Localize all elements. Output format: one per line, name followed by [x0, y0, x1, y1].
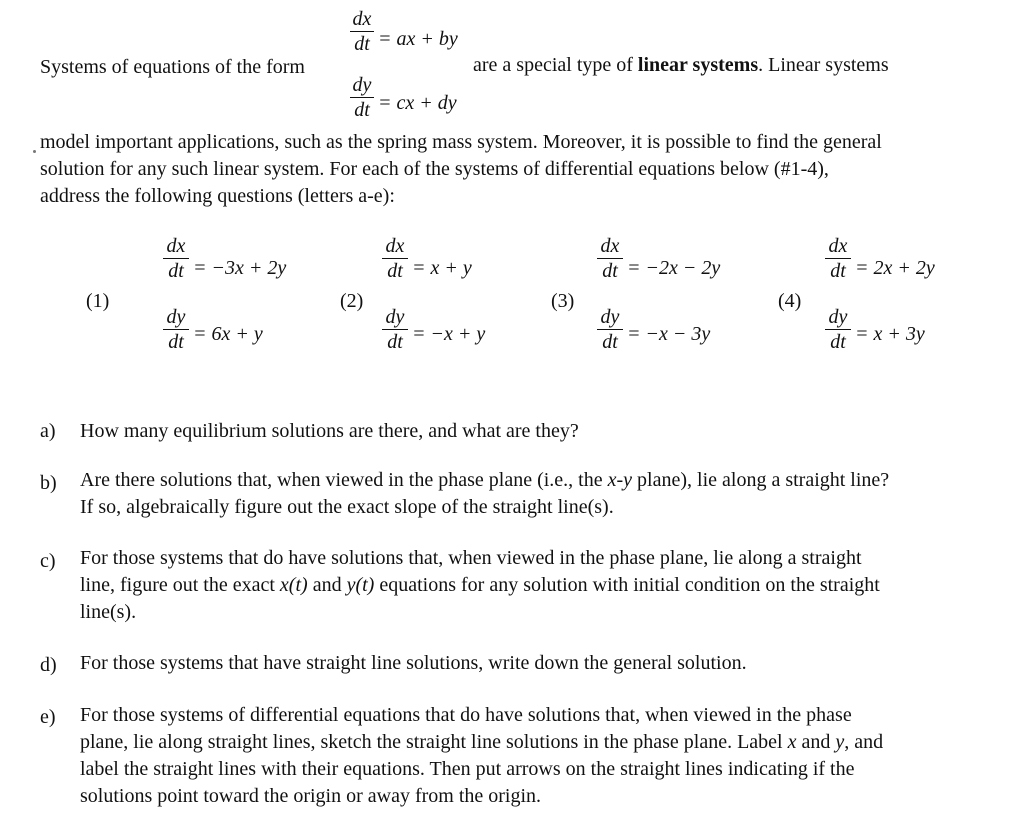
system-3-eq1: = −2x − 2y — [627, 257, 721, 279]
system-4-frac-dy — [825, 306, 851, 353]
system-1-frac-dx — [163, 235, 189, 282]
intro-eq2-rhs: = cx + dy — [378, 92, 457, 114]
intro-para-line2: solution for any such linear system. For each of the systems of differential equations below (#1-4), — [40, 158, 829, 180]
question-c-line2-post: equations for any solution with initial condition on the straight — [379, 574, 880, 596]
system-2-frac-dx — [382, 235, 408, 282]
question-b-line1-post: plane), lie along a straight line? — [637, 469, 890, 491]
question-b-letter: b) — [40, 472, 57, 494]
question-b-line2: If so, algebraically figure out the exact slope of the straight line(s). — [80, 496, 614, 518]
question-c-line2-y: y(t) — [346, 574, 375, 596]
frac-den: dt — [168, 331, 184, 353]
system-1-eq2: = 6x + y — [193, 323, 263, 345]
frac-bar — [825, 258, 851, 259]
intro-after-2: . Linear systems — [758, 54, 889, 76]
frac-bar — [825, 329, 851, 330]
frac-den: dt — [830, 331, 846, 353]
system-4-frac-dx — [825, 235, 851, 282]
frac-bar — [163, 258, 189, 259]
question-e-line1: For those systems of differential equations that do have solutions that, when viewed in the phase — [80, 704, 852, 726]
system-3-label: (3) — [551, 290, 575, 312]
intro-eq1-rhs: = ax + by — [378, 28, 458, 50]
frac-num: dy — [385, 306, 405, 328]
system-3-frac-dx — [597, 235, 623, 282]
system-1-frac-dy — [163, 306, 189, 353]
question-a-line1: How many equilibrium solutions are there, and what are they? — [80, 420, 579, 442]
frac-den: dt — [830, 260, 846, 282]
question-d-line1: For those systems that have straight line solutions, write down the general solution. — [80, 652, 747, 674]
system-4-label: (4) — [778, 290, 802, 312]
frac-num: dx — [352, 8, 372, 30]
frac-bar — [350, 31, 374, 32]
question-e-letter: e) — [40, 706, 56, 728]
frac-num: dx — [600, 235, 620, 257]
intro-after — [473, 54, 889, 77]
intro-para-line3: address the following questions (letters a-e): — [40, 185, 395, 207]
question-c-line1: For those systems that do have solutions that, when viewed in the phase plane, lie along a straight — [80, 547, 862, 569]
intro-para-line1: model important applications, such as the spring mass system. Moreover, it is possible to find the general — [40, 131, 882, 153]
question-c-line3: line(s). — [80, 601, 137, 623]
question-b-line1 — [80, 467, 889, 493]
question-c-line2 — [80, 572, 880, 598]
intro-frac-dx — [350, 8, 374, 55]
system-1-label: (1) — [86, 290, 110, 312]
frac-den: dt — [387, 331, 403, 353]
frac-den: dt — [354, 99, 370, 121]
intro-before: Systems of equations of the form — [40, 56, 305, 78]
frac-num: dx — [828, 235, 848, 257]
system-2-eq1: = x + y — [412, 257, 472, 279]
frac-den: dt — [387, 260, 403, 282]
question-c-line2-pre: line, figure out the exact — [80, 574, 275, 596]
question-e-line2-y: y — [835, 731, 845, 753]
question-d-letter: d) — [40, 654, 57, 676]
question-c-letter: c) — [40, 550, 56, 572]
frac-den: dt — [602, 331, 618, 353]
frac-den: dt — [168, 260, 184, 282]
question-e-line2-post: , and — [844, 731, 884, 753]
intro-after-1: are a special type of — [473, 54, 633, 76]
frac-num: dx — [166, 235, 186, 257]
frac-bar — [163, 329, 189, 330]
system-4-eq1: = 2x + 2y — [855, 257, 935, 279]
question-c-line2-and: and — [312, 574, 342, 596]
question-b-line1-pre: Are there solutions that, when viewed in the phase plane (i.e., the — [80, 469, 603, 491]
frac-num: dy — [166, 306, 186, 328]
question-e-line2-x: x — [787, 731, 797, 753]
system-2-label: (2) — [340, 290, 364, 312]
question-a-letter: a) — [40, 420, 56, 442]
intro-after-bold: linear systems — [637, 54, 759, 76]
intro-frac-dy — [350, 74, 374, 121]
frac-num: dy — [352, 74, 372, 96]
question-e-line2 — [80, 729, 883, 755]
question-e-line4: solutions point toward the origin or away from the origin. — [80, 785, 542, 807]
frac-bar — [382, 329, 408, 330]
system-2-eq2: = −x + y — [412, 323, 486, 345]
frac-bar — [382, 258, 408, 259]
frac-bar — [597, 258, 623, 259]
question-b-line1-var: x-y — [607, 469, 633, 491]
frac-den: dt — [602, 260, 618, 282]
frac-den: dt — [354, 33, 370, 55]
system-2-frac-dy — [382, 306, 408, 353]
frac-bar — [597, 329, 623, 330]
frac-num: dy — [600, 306, 620, 328]
question-e-line3: label the straight lines with their equations. Then put arrows on the straight lines indicating if the — [80, 758, 855, 780]
system-3-eq2: = −x − 3y — [627, 323, 711, 345]
system-1-eq1: = −3x + 2y — [193, 257, 287, 279]
scan-mark — [33, 150, 36, 153]
question-e-line2-and: and — [801, 731, 831, 753]
system-3-frac-dy — [597, 306, 623, 353]
system-4-eq2: = x + 3y — [855, 323, 925, 345]
question-c-line2-x: x(t) — [279, 574, 308, 596]
frac-num: dy — [828, 306, 848, 328]
question-e-line2-pre: plane, lie along straight lines, sketch the straight line solutions in the phase plane. Label — [80, 731, 783, 753]
frac-bar — [350, 97, 374, 98]
frac-num: dx — [385, 235, 405, 257]
